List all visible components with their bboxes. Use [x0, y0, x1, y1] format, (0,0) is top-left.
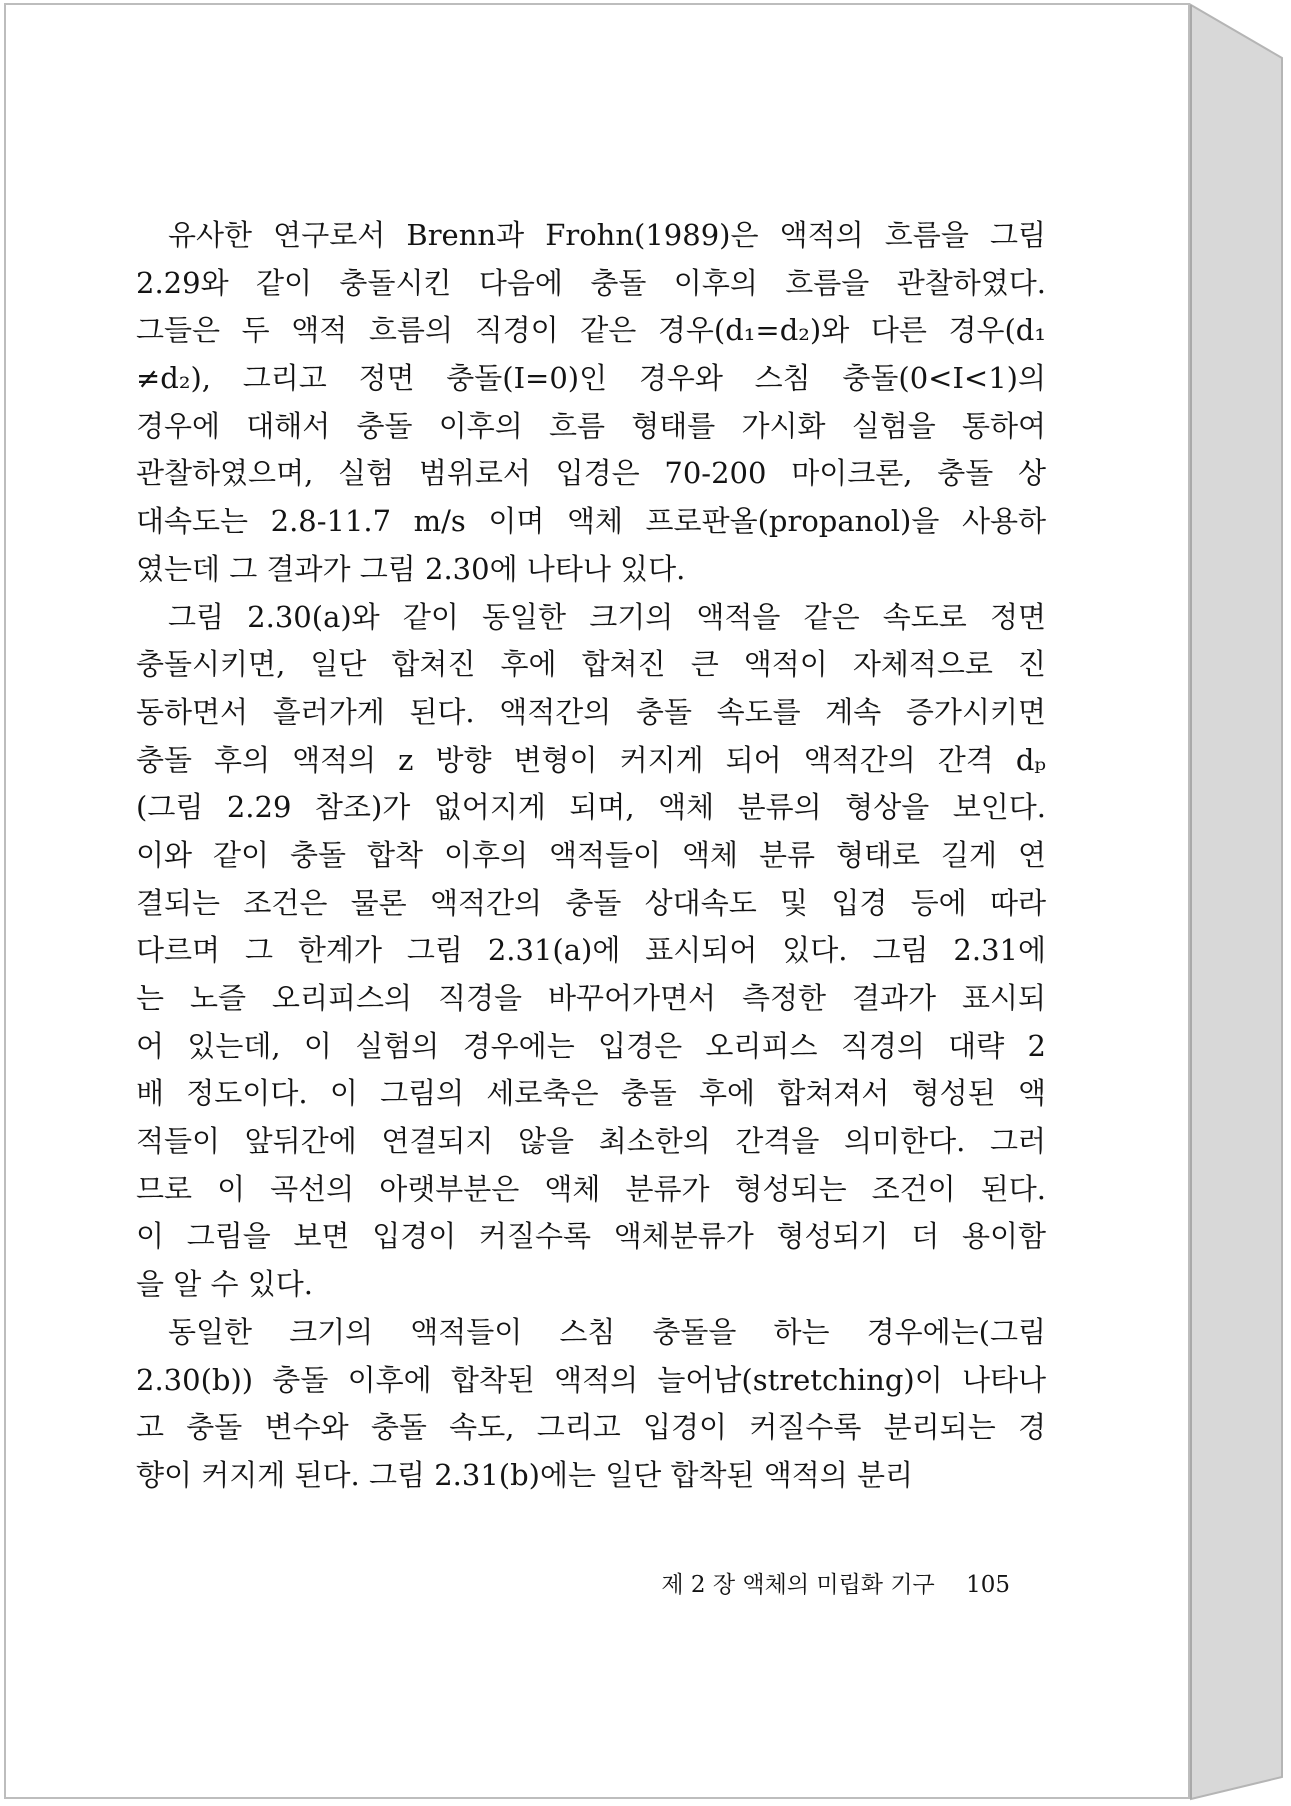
text-line: 어 있는데, 이 실험의 경우에는 입경은 오리피스 직경의 대략 2: [136, 1028, 1046, 1063]
text-line: 충돌시키면, 일단 합쳐진 후에 합쳐진 큰 액적이 자체적으로 진: [136, 647, 1046, 682]
text-line: 고 충돌 변수와 충돌 속도, 그리고 입경이 커질수록 분리되는 경: [136, 1410, 1046, 1445]
text-line: (그림 2.29 참조)가 없어지게 되며, 액체 분류의 형상을 보인다.: [136, 790, 1046, 825]
text-line: 향이 커지게 된다. 그림 2.31(b)에는 일단 합착된 액적의 분리: [136, 1457, 914, 1492]
text-line: 을 알 수 있다.: [136, 1267, 313, 1302]
text-line: ≠d₂), 그리고 정면 충돌(I=0)인 경우와 스침 충돌(0<I<1)의: [136, 361, 1046, 396]
text-line: 경우에 대해서 충돌 이후의 흐름 형태를 가시화 실험을 통하여: [136, 408, 1046, 443]
page-footer: [620, 1566, 1010, 1599]
text-line: 그들은 두 액적 흐름의 직경이 같은 경우(d₁=d₂)와 다른 경우(d₁: [136, 313, 1046, 348]
page-number: 105: [966, 1572, 1010, 1598]
text-line: 이 그림을 보면 입경이 커질수록 액체분류가 형성되기 더 용이함: [136, 1219, 1046, 1254]
text-line: 이와 같이 충돌 합착 이후의 액적들이 액체 분류 형태로 길게 연: [136, 837, 1046, 872]
text-line: 동하면서 흘러가게 된다. 액적간의 충돌 속도를 계속 증가시키면: [136, 694, 1046, 729]
text-line: 유사한 연구로서 Brenn과 Frohn(1989)은 액적의 흐름을 그림: [168, 218, 1046, 252]
text-line: 동일한 크기의 액적들이 스침 충돌을 하는 경우에는(그림: [168, 1314, 1046, 1349]
text-line: 결되는 조건은 물론 액적간의 충돌 상대속도 및 입경 등에 따라: [136, 885, 1046, 920]
text-line: 였는데 그 결과가 그림 2.30에 나타나 있다.: [136, 551, 686, 586]
text-line: 그림 2.30(a)와 같이 동일한 크기의 액적을 같은 속도로 정면: [168, 599, 1046, 634]
text-line: 므로 이 곡선의 아랫부분은 액체 분류가 형성되는 조건이 된다.: [136, 1171, 1046, 1206]
text-line: 적들이 앞뒤간에 연결되지 않을 최소한의 간격을 의미한다. 그러: [136, 1124, 1046, 1159]
text-line: 2.29와 같이 충돌시킨 다음에 충돌 이후의 흐름을 관찰하였다.: [136, 265, 1046, 300]
text-line: 대속도는 2.8-11.7 m/s 이며 액체 프로판올(propanol)을 사용하: [136, 504, 1046, 539]
text-line: 충돌 후의 액적의 z 방향 변형이 커지게 되어 액적간의 간격 dₚ: [136, 742, 1046, 777]
running-footer-chapter: 제 2 장 액체의 미립화 기구: [661, 1572, 935, 1598]
text-line: 관찰하였으며, 실험 범위로서 입경은 70-200 마이크론, 충돌 상: [136, 456, 1046, 491]
text-line: 2.30(b)) 충돌 이후에 합착된 액적의 늘어남(stretching)이 나타나: [136, 1362, 1046, 1397]
body-text: [136, 212, 1046, 1500]
text-line: 다르며 그 한계가 그림 2.31(a)에 표시되어 있다. 그림 2.31에: [136, 933, 1046, 968]
book-spine-face: [1191, 5, 1282, 1799]
text-line: 는 노즐 오리피스의 직경을 바꾸어가면서 측정한 결과가 표시되: [136, 981, 1046, 1015]
text-line: 배 정도이다. 이 그림의 세로축은 충돌 후에 합쳐져서 형성된 액: [136, 1076, 1046, 1111]
